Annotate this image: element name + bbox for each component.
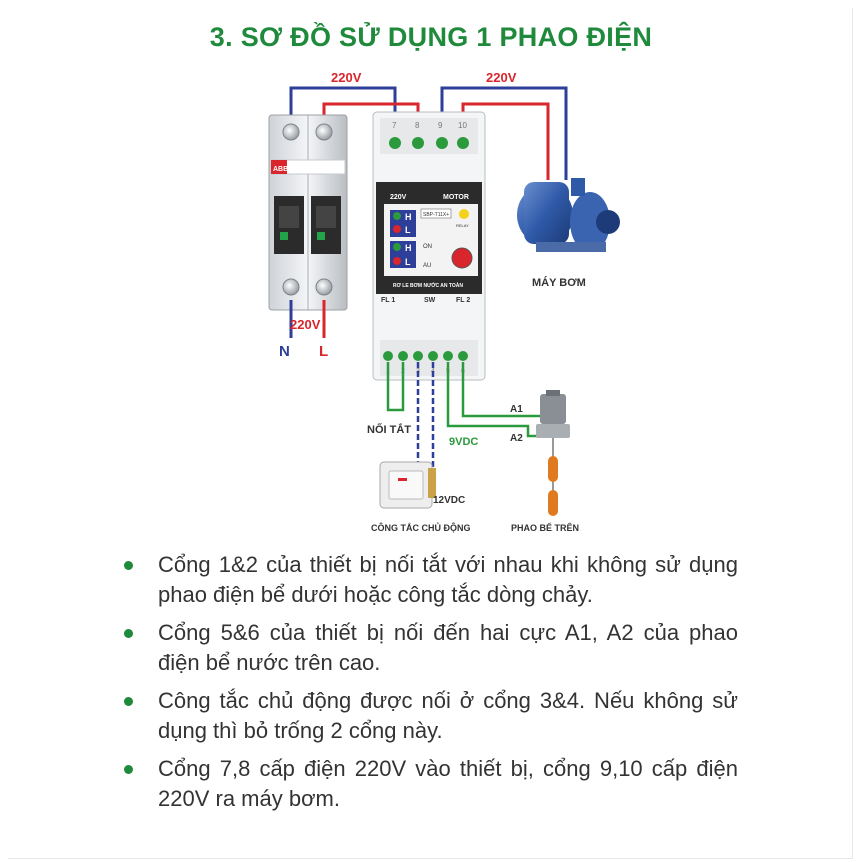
label-220v-left: 220V [331, 70, 362, 85]
a2-label: A2 [510, 433, 523, 444]
relay-led-label: RELAY [456, 223, 469, 228]
relay-led [459, 209, 469, 219]
page-title: 3. SƠ ĐỒ SỬ DỤNG 1 PHAO ĐIỆN [209, 22, 653, 52]
breaker-brand: ABB [273, 166, 289, 173]
terminal-number-2: 2 [401, 368, 405, 375]
label-l: L [319, 343, 329, 360]
terminal-number-3: 3 [416, 368, 420, 375]
pump-image [517, 178, 620, 252]
relay-220v-label: 220V [390, 194, 407, 201]
relay-au-label: AU [423, 263, 432, 269]
terminal-number-6: 6 [461, 368, 465, 375]
relay-sw: SW [424, 297, 436, 304]
circuit-breaker [269, 115, 347, 310]
bullet-dot-icon [124, 561, 133, 570]
relay-model: SBP-T11X+ [423, 212, 450, 218]
relay-red-button [452, 248, 472, 268]
terminal-number-10: 10 [458, 121, 467, 130]
relay-fl1: FL 1 [381, 297, 396, 304]
bullet-text: Cổng 7,8 cấp điện 220V vào thiết bị, cổng 9,10 cấp điện 220V ra máy bơm. [158, 756, 738, 811]
bullet-text: Công tắc chủ động được nối ở cổng 3&4. Nếu không sử dụng thì bỏ trống 2 cổng này. [158, 688, 738, 743]
bullet-dot-icon [124, 629, 133, 638]
bullet-item [128, 686, 738, 746]
relay-h-2: H [405, 243, 412, 253]
terminal-number-8: 8 [415, 121, 420, 130]
switch-image [380, 462, 436, 508]
float-sensor-image [536, 390, 570, 516]
bullet-text: Cổng 5&6 của thiết bị nối đến hai cực A1, A2 của phao điện bể nước trên cao. [158, 620, 738, 675]
terminal-number-1: 1 [386, 368, 390, 375]
noi-tat-label: NỐI TẮT [367, 424, 411, 436]
relay-l-2: L [405, 257, 411, 267]
a1-label: A1 [510, 404, 523, 415]
label-220v-bottom: 220V [290, 317, 321, 332]
bullet-item [128, 550, 738, 610]
relay-on-label: ON [423, 244, 432, 250]
label-n: N [279, 343, 290, 360]
bullet-dot-icon [124, 697, 133, 706]
vdc9-label: 9VDC [449, 436, 479, 448]
vdc12-label: 12VDC [433, 495, 466, 506]
switch-label: CÔNG TẮC CHỦ ĐỘNG [371, 523, 471, 533]
bullet-list [128, 550, 738, 822]
relay-name: RƠ LE BƠM NƯỚC AN TOÀN [393, 283, 463, 289]
terminal-number-7: 7 [392, 121, 397, 130]
relay-motor-label: MOTOR [443, 194, 469, 201]
bullet-dot-icon [124, 765, 133, 774]
bullet-item [128, 618, 738, 678]
terminal-number-9: 9 [438, 121, 443, 130]
terminal-number-5: 5 [446, 368, 450, 375]
bullet-item [128, 754, 738, 814]
float-label: PHAO BỂ TRÊN [511, 523, 580, 533]
relay-l-1: L [405, 225, 411, 235]
terminal-number-4: 4 [431, 368, 435, 375]
relay-device [373, 112, 485, 380]
relay-fl2: FL 2 [456, 297, 471, 304]
bullet-text: Cổng 1&2 của thiết bị nối tắt với nhau khi không sử dụng phao điện bể dưới hoặc công tắc dòng chảy. [158, 552, 738, 607]
label-220v-right: 220V [486, 70, 517, 85]
pump-label: MÁY BƠM [532, 277, 586, 289]
relay-h-1: H [405, 212, 412, 222]
